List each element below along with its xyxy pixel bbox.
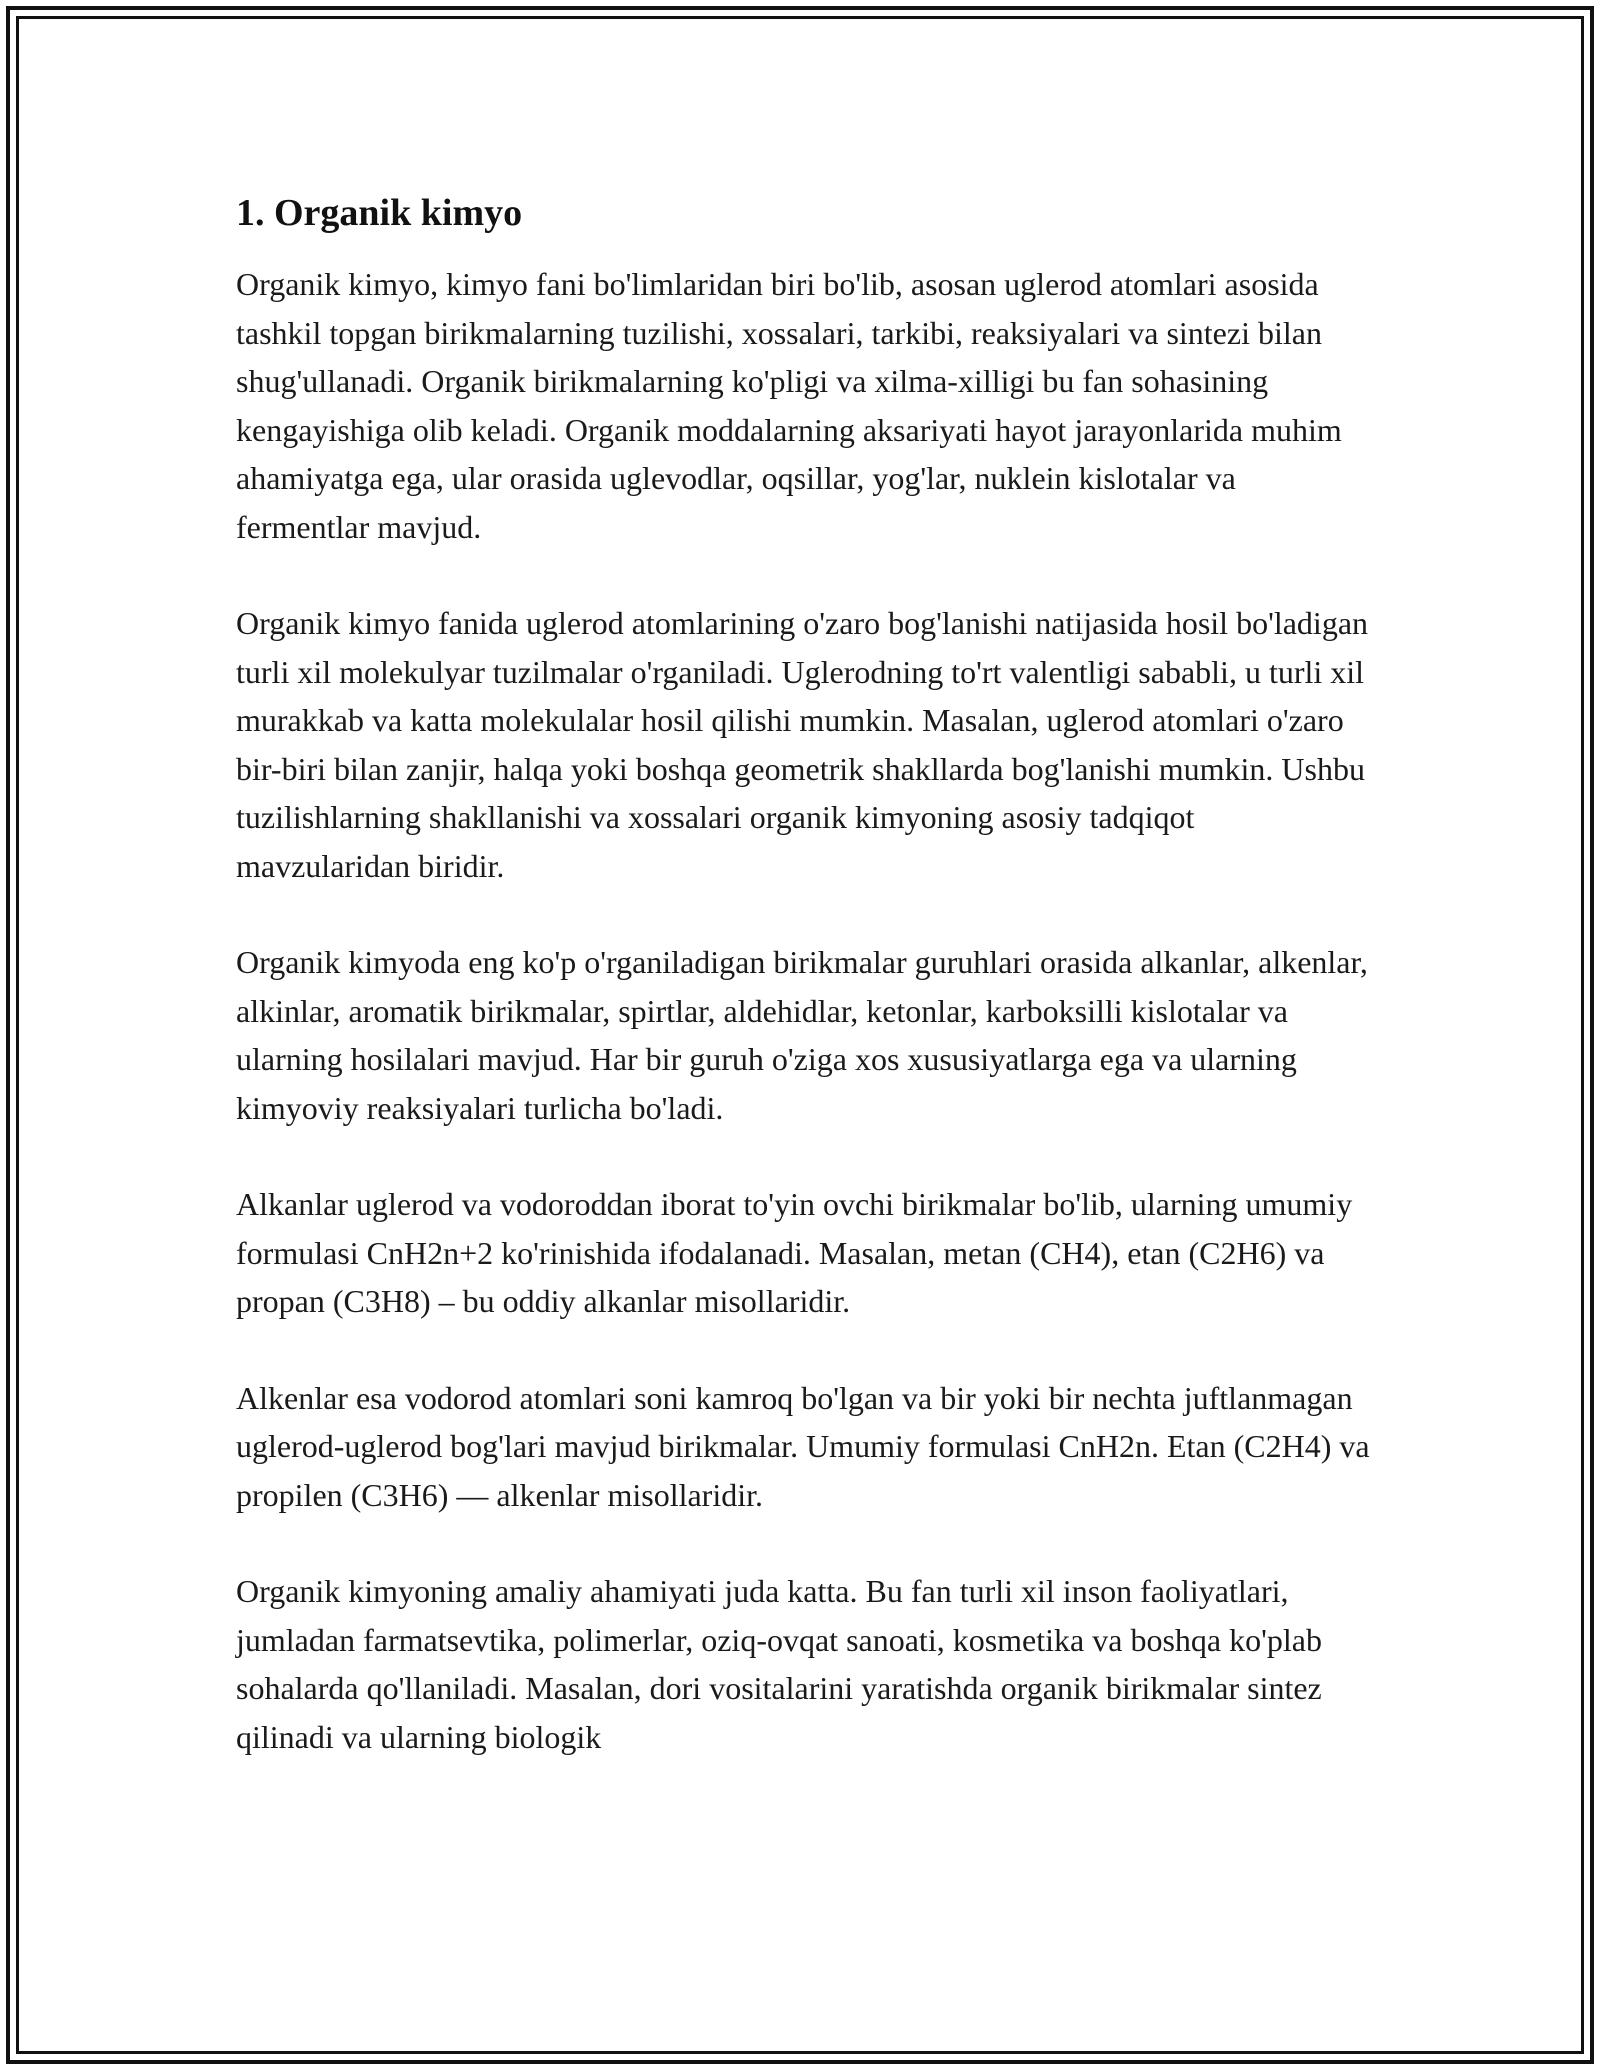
document-body bbox=[236, 186, 1376, 1809]
section-heading: 1. Organik kimyo bbox=[236, 192, 523, 234]
paragraph-alkanes: Alkanlar uglerod va vodoroddan iborat to'yin ovchi birikmalar bo'lib, ularning umumiy formulasi CnH2n+2 ko'rinishida ifodalanadi. Masalan, metan (CH4), etan (C2H6) va propan (C3H8) – bu oddiy alkanlar misollaridir. bbox=[236, 1186, 1353, 1319]
paragraph-alkenes: Alkenlar esa vodorod atomlari soni kamroq bo'lgan va bir yoki bir nechta juftlanmagan uglerod-uglerod bog'lari mavjud birikmalar. Umumiy formulasi CnH2n. Etan (C2H4) va propilen (C3H6) — alkenlar misollaridir. bbox=[236, 1379, 1370, 1513]
paragraph-carbon-bonding: Organik kimyo fanida uglerod atomlarining o'zaro bog'lanishi natijasida hosil bo'ladigan turli xil molekulyar tuzilmalar o'rganiladi. Uglerodning to'rt valentligi sababli, u turli xil murakkab va katta molekulalar hosil qilishi mumkin. Masalan, uglerod atomlari o'zaro bir-biri bilan zanjir, halqa yoki boshqa geometrik shakllarda bog'lanishi mumkin. Ushbu tuzilishlarning shakllanishi va xossalari organik kimyoning asosiy tadqiqot mavzularidan biridir. bbox=[236, 605, 1369, 884]
paragraph-intro: Organik kimyo, kimyo fani bo'limlaridan biri bo'lib, asosan uglerod atomlari asosida tashkil topgan birikmalarning tuzilishi, xossalari, tarkibi, reaksiyalari va sintezi bilan shug'ullanadi. Organik birikmalarning ko'pligi va xilma-xilligi bu fan sohasining kengayishiga olib keladi. Organik moddalarning aksariyati hayot jarayonlarida muhim ahamiyatga ega, ular orasida uglevodlar, oqsillar, yog'lar, nuklein kislotalar va fermentlar mavjud. bbox=[236, 266, 1342, 545]
paragraph-compound-groups: Organik kimyoda eng ko'p o'rganiladigan birikmalar guruhlari orasida alkanlar, alkenlar, alkinlar, aromatik birikmalar, spirtlar, aldehidlar, ketonlar, karboksilli kislotalar va ularning hosilalari mavjud. Har bir guruh o'ziga xos xususiyatlarga ega va ularning kimyoviy reaksiyalari turlicha bo'ladi. bbox=[236, 944, 1368, 1126]
paragraph-applications: Organik kimyoning amaliy ahamiyati juda katta. Bu fan turli xil inson faoliyatlari, jumladan farmatsevtika, polimerlar, oziq-ovqat sanoati, kosmetika va boshqa ko'plab sohalarda qo'llaniladi. Masalan, dori vositalarini yaratishda organik birikmalar sintez qilinadi va ularning biologik bbox=[236, 1573, 1322, 1755]
